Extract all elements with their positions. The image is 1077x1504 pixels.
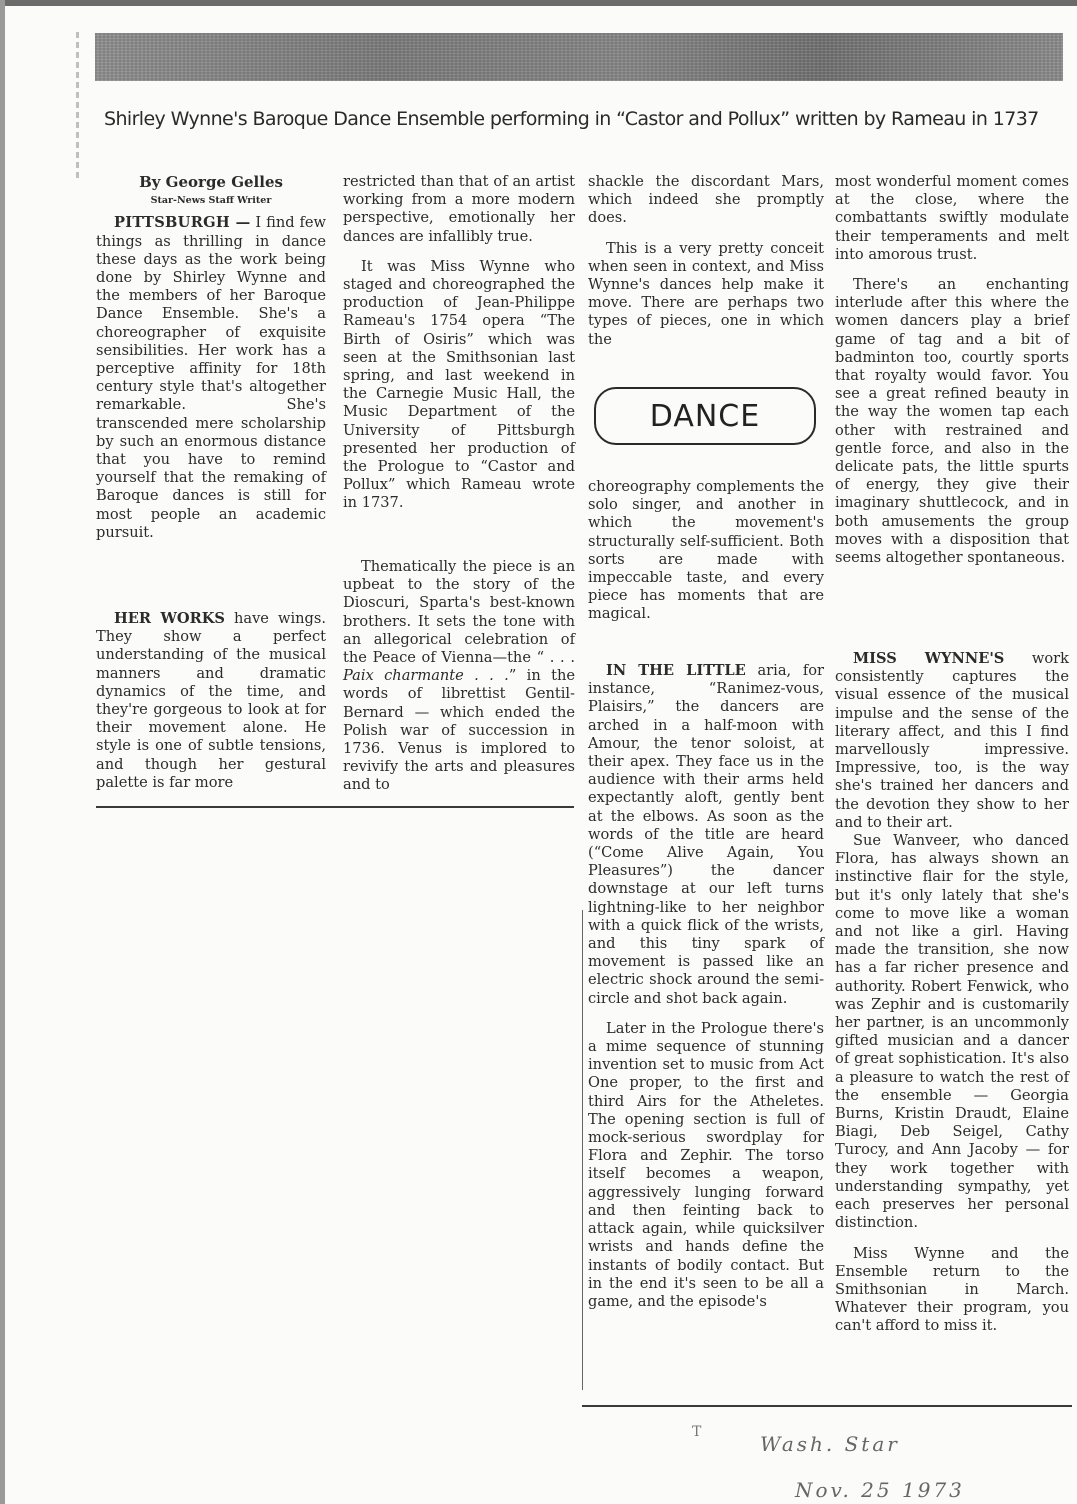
article-column-1-cont (96, 610, 326, 792)
handwritten-source: Wash. Star (760, 1432, 900, 1456)
subhead-lead-in: MISS WYNNE'S (853, 650, 1005, 667)
paragraph: PITTSBURGH — I find few things as thrilling in dance these days as the work being done by Shirley Wynne and the members of her Baroque Dance Ensemble. She's a choreographer of exquisite sensibilities. Her work has a perceptive affinity for 18th century style that's altogether remarkable. She's transcended mere scholarship by such an enormous distance that you have to remind yourself that the remaking of Baroque dances is still for most people an academic pursuit. (96, 214, 327, 541)
article-column-4-cont (835, 650, 1069, 1336)
byline-author: By George Gelles (139, 173, 283, 191)
byline-title: Star-News Staff Writer (150, 195, 272, 207)
article-column-3-cont (588, 478, 824, 624)
photo-fragment (95, 33, 1063, 81)
scan-edge (0, 0, 1077, 6)
photo-caption: Shirley Wynne's Baroque Dance Ensemble performing in “Castor and Pollux” written by Rameau in 1737 (104, 108, 1039, 130)
paragraph: shackle the discordant Mars, which indeed she promptly does. (588, 173, 824, 227)
paragraph: choreography complements the solo singer, and another in which the movement's structurally self-sufficient. Both sorts are made with impeccable taste, and every piece has moments that are magical. (588, 478, 824, 623)
paragraph: Thematically the piece is an upbeat to the story of the Dioscuri, Sparta's best-known brothers. It sets the tone with an allegorical celebration of the Peace of Vienna—the “ . . . Paix charmante . . .” in the words of librettist Gentil-Bernard — which ended the Polish war of succession in 1736. Venus is implored to revivify the arts and pleasures and to (343, 558, 575, 794)
paragraph: MISS WYNNE'S work consistently captures the visual essence of the musical impulse and the sense of the literary affect, and this I find marvellously impressive. Impressive, too, is the way she's trained her dancers and the devotion they show to her and to their art. (835, 650, 1069, 831)
paragraph: This is a very pretty conceit when seen in context, and Miss Wynne's dances help make it move. There are perhaps two types of pieces, one in which the (588, 239, 824, 348)
dateline: PITTSBURGH — (114, 214, 251, 232)
paragraph: It was Miss Wynne who staged and choreographed the production of Jean-Philippe Rameau's 1754 opera “The Birth of Osiris” which was seen at the Smithsonian last spring, and last weekend in the Carnegie Music Hall, the Music Department of the University of Pittsburgh presented her production of the Prologue to “Castor and Pollux” which Rameau wrote in 1737. (343, 257, 575, 512)
paragraph: HER WORKS have wings. They show a perfect understanding of the musical manners and dramatic dynamics of the time, and they're gorgeous to look at for their movement alone. He style is one of subtle tensions, and though her gestural palette is far more (96, 610, 326, 791)
stray-mark: T (692, 1424, 702, 1440)
bottom-rule (582, 1405, 1072, 1407)
column-rule (96, 806, 574, 808)
paragraph: IN THE LITTLE aria, for instance, “Ranimez-vous, Plaisirs,” the dancers are arched in a half-moon with Amour, the tenor soloist, at their apex. They face us in the audience with their arms held expectantly aloft, gently bent at the elbows. As soon as the words of the title are heard (“Come Alive Again, You Pleasures”) the dancer downstage at our left turns lightning-like to her neighbor with a quick flick of the wrists, and this tiny spark of movement is passed like an electric shock around the semi-circle and shot back again. (588, 662, 824, 1007)
paragraph: Later in the Prologue there's a mime sequence of stunning invention set to music from Act One proper, to the first and third Airs for the Atheletes. The opening section is full of mock-serious swordplay for Flora and Zephir. The torso itself becomes a weapon, aggressively lunging forward and then feinting back to attack again, while quicksilver wrists and hands define the instants of bodily contact. But in the end it's seen to be all a game, and the episode's (588, 1019, 824, 1310)
section-label-dance: DANCE (594, 387, 816, 445)
article-column-1 (96, 173, 326, 542)
article-column-3-cont-2 (588, 662, 824, 1311)
column-divider (582, 910, 583, 1390)
article-column-2 (343, 173, 575, 513)
paragraph: restricted than that of an artist working from a more modern perspective, emotionally her dances are infallibly true. (343, 173, 575, 245)
subhead-lead-in: IN THE LITTLE (606, 662, 746, 679)
margin-marks (76, 32, 79, 182)
article-column-2-cont (343, 558, 575, 795)
article-column-4 (835, 173, 1069, 567)
article-column-3 (588, 173, 824, 349)
handwritten-date: Nov. 25 1973 (795, 1478, 965, 1502)
paragraph: There's an enchanting interlude after this where the women dancers play a brief game of tag and a bit of badminton too, courtly sports that royalty would favor. You see a great refined beauty in the way the women tap each other with restrained and gentle force, and also in the delicate pats, the little spurts of energy, they give their imaginary shuttlecock, and in both amusements the group moves with a disposition that seems altogether spontaneous. (835, 276, 1069, 567)
paragraph: most wonderful moment comes at the close, where the combattants swiftly modulate their temperaments and melt into amorous trust. (835, 173, 1069, 263)
subhead-lead-in: HER WORKS (114, 610, 225, 627)
scan-edge (0, 0, 5, 1504)
paragraph: Sue Wanveer, who danced Flora, has always shown an instinctive flair for the style, but it's only lately that she's come to move like a woman and not like a girl. Having made the transition, she now has a far richer presence and authority. Robert Fenwick, who was Zephir and is customarily her partner, is an uncommonly gifted musician and a dancer of great sophistication. It's also a pleasure to watch the rest of the ensemble — Georgia Burns, Kristin Draudt, Elaine Biagi, Deb Seigel, Cathy Turocy, and Ann Jacoby — for they work together with understanding sympathy, yet each preserves her personal distinction. (835, 832, 1069, 1232)
paragraph: Miss Wynne and the Ensemble return to the Smithsonian in March. Whatever their program, you can't afford to miss it. (835, 1244, 1069, 1335)
